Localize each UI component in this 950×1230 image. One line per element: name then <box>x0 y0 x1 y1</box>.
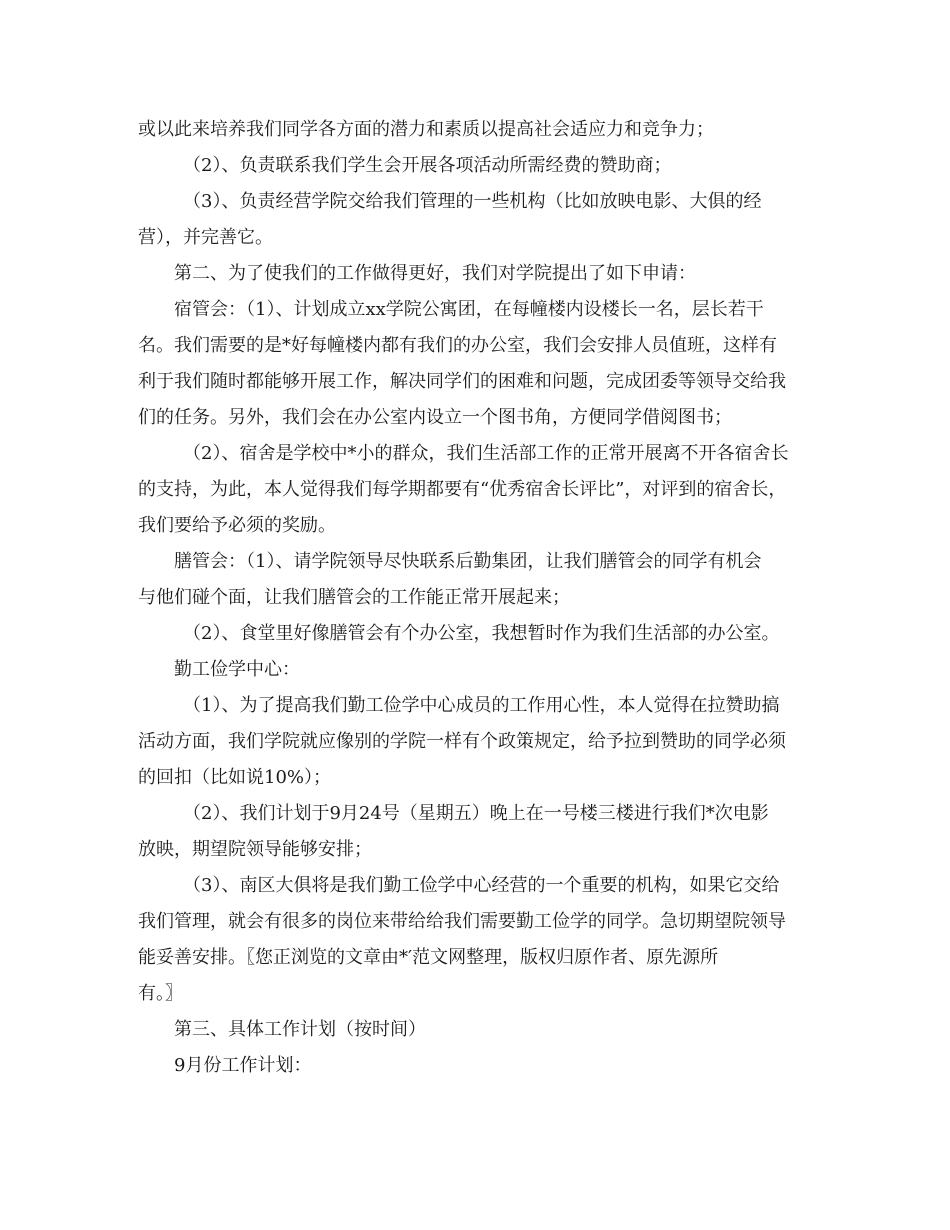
text-line: 的回扣（比如说10%）； <box>138 767 332 788</box>
text-line: 9月份工作计划： <box>174 1055 312 1076</box>
text-line: （3）、负责经营学院交给我们管理的一些机构（比如放映电影、大俱的经 <box>183 191 762 212</box>
text-line: 有。〗 <box>138 983 183 1004</box>
text-line: （1）、为了提高我们勤工俭学中心成员的工作用心性，本人觉得在拉赞助搞 <box>183 695 780 716</box>
text-line: 的支持，为此，本人觉得我们每学期都要有“优秀宿舍长评比”，对评到的宿舍长， <box>138 479 787 500</box>
text-line: （3）、南区大俱将是我们勤工俭学中心经营的一个重要的机构，如果它交给 <box>183 875 780 896</box>
section-heading-2: 第二、为了使我们的工作做得更好，我们对学院提出了如下申请： <box>174 263 696 284</box>
section-heading-3: 第三、具体工作计划（按时间） <box>174 1019 426 1040</box>
text-line: 或以此来培养我们同学各方面的潜力和素质以提高社会适应力和竞争力； <box>138 119 714 140</box>
text-line: （2）、宿舍是学校中*小的群众，我们生活部工作的正常开展离不开各宿舍长 <box>183 443 789 464</box>
text-line: 名。我们需要的是*好每幢楼内都有我们的办公室，我们会安排人员值班，这样有 <box>138 335 777 356</box>
text-line: 膳管会：（1）、请学院领导尽快联系后勤集团，让我们膳管会的同学有机会 <box>174 551 762 572</box>
subsection-heading: 勤工俭学中心： <box>174 659 300 680</box>
text-line: 宿管会：（1）、计划成立xx学院公寓团，在每幢楼内设楼长一名，层长若干 <box>174 299 764 320</box>
document-body <box>138 112 818 1084</box>
text-line: 我们要给予必须的奖励。 <box>138 515 336 536</box>
text-line: （2）、食堂里好像膳管会有个办公室，我想暂时作为我们生活部的办公室。 <box>183 623 780 644</box>
text-line: 营），并完善它。 <box>138 227 273 248</box>
text-line: 活动方面，我们学院就应像别的学院一样有个政策规定，给予拉到赞助的同学必须 <box>138 731 786 752</box>
text-line: 利于我们随时都能够开展工作，解决同学们的困难和问题，完成团委等领导交给我 <box>138 371 786 392</box>
text-line: 我们管理，就会有很多的岗位来带给给我们需要勤工俭学的同学。急切期望院领导 <box>138 911 786 932</box>
text-line: （2）、我们计划于9月24号（星期五）晚上在一号楼三楼进行我们*次电影 <box>183 803 769 824</box>
text-line: 们的任务。另外，我们会在办公室内设立一个图书角，方便同学借阅图书； <box>138 407 732 428</box>
text-line: （2）、负责联系我们学生会开展各项活动所需经费的赞助商； <box>183 155 672 176</box>
text-line: 与他们碰个面，让我们膳管会的工作能正常开展起来； <box>138 587 570 608</box>
text-line: 能妥善安排。〖您正浏览的文章由*′范文网整理，版权归原作者、原先源所 <box>138 947 719 968</box>
text-line: 放映，期望院领导能够安排； <box>138 839 372 860</box>
